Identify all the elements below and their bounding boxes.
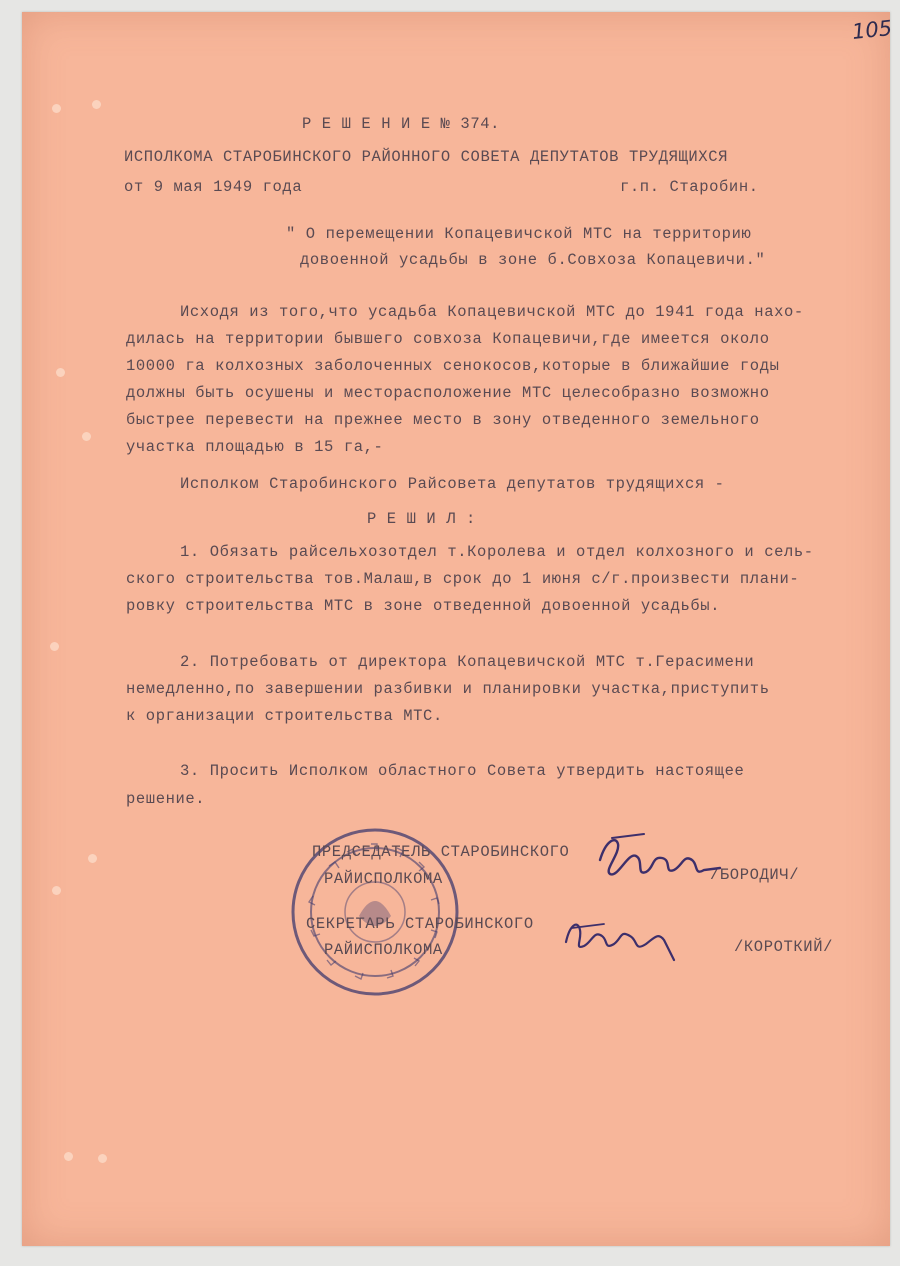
chairman-title: РАЙИСПОЛКОМА (324, 870, 443, 888)
point-2-line: 2. Потребовать от директора Копацевичской МТС т.Герасимени (180, 653, 755, 671)
subject-line-1: " О перемещении Копацевичской МТС на территорию (286, 225, 752, 243)
preamble-line: быстрее перевести на прежнее место в зону отведенного земельного (126, 411, 760, 429)
point-1-line: ровку строительства МТС в зоне отведенной довоенной усадьбы. (126, 597, 721, 615)
binding-hole (64, 1152, 73, 1161)
document-place: г.п. Старобин. (620, 178, 759, 196)
binding-hole (52, 886, 61, 895)
document-title: Р Е Ш Е Н И Е № 374. (302, 115, 501, 133)
binding-hole (50, 642, 59, 651)
preamble-line: должны быть осушены и месторасположение МТС целесобразно возможно (126, 384, 770, 402)
secretary-signature (560, 906, 680, 968)
point-1-line: 1. Обязать райсельхозотдел т.Королева и отдел колхозного и сель- (180, 543, 814, 561)
point-2-line: немедленно,по завершении разбивки и планировки участка,приступить (126, 680, 770, 698)
secretary-name: /КОРОТКИЙ/ (734, 938, 834, 956)
archive-sheet-number: 105 (850, 15, 894, 45)
point-3-line: решение. (126, 790, 206, 808)
document-page (22, 12, 890, 1246)
binding-hole (56, 368, 65, 377)
document-date: от 9 мая 1949 года (124, 178, 303, 196)
binding-hole (88, 854, 97, 863)
binding-hole (92, 100, 101, 109)
subject-line-2: довоенной усадьбы в зоне б.Совхоза Копацевичи." (300, 251, 766, 269)
chairman-name: /БОРОДИЧ/ (710, 866, 800, 884)
point-2-line: к организации строительства МТС. (126, 707, 443, 725)
preamble-line: участка площадью в 15 га,- (126, 438, 384, 456)
binding-hole (98, 1154, 107, 1163)
chairman-signature (592, 830, 724, 890)
preamble-line: дилась на территории бывшего совхоза Копацевичи,где имеется около (126, 330, 770, 348)
point-1-line: ского строительства тов.Малаш,в срок до 1 июня с/г.произвести плани- (126, 570, 800, 588)
secretary-title: СЕКРЕТАРЬ СТАРОБИНСКОГО (306, 915, 534, 933)
secretary-title: РАЙИСПОЛКОМА (324, 941, 443, 959)
chairman-title: ПРЕДСЕДАТЕЛЬ СТАРОБИНСКОГО (312, 843, 570, 861)
resolved-heading: Р Е Ш И Л : (367, 510, 476, 528)
preamble-line: 10000 га колхозных заболоченных сенокосов,которые в ближайшие годы (126, 357, 780, 375)
issuer-line: ИСПОЛКОМА СТАРОБИНСКОГО РАЙОННОГО СОВЕТА ДЕПУТАТОВ ТРУДЯЩИХСЯ (124, 148, 728, 166)
binding-hole (82, 432, 91, 441)
binding-hole (52, 104, 61, 113)
ispolkom-line: Исполком Старобинского Райсовета депутатов трудящихся - (180, 475, 725, 493)
preamble-line: Исходя из того,что усадьба Копацевичской МТС до 1941 года нахо- (180, 303, 804, 321)
point-3-line: 3. Просить Исполком областного Совета утвердить настоящее (180, 762, 745, 780)
